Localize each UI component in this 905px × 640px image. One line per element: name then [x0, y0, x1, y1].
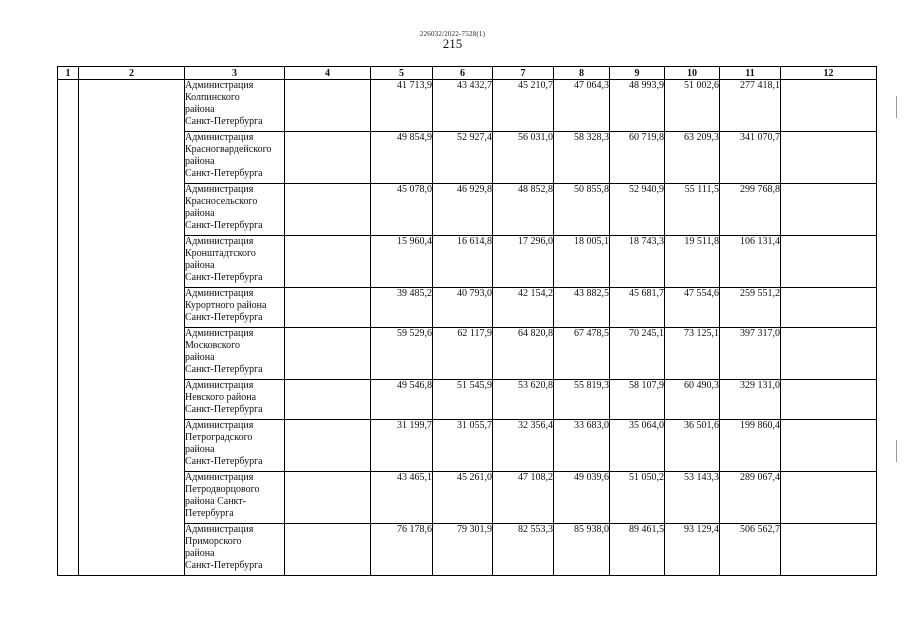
cell-col1 — [58, 380, 79, 420]
administration-name-line: Санкт-Петербурга — [185, 272, 263, 283]
cell-col1 — [58, 328, 79, 380]
value-cell-col9: 60 719,8 — [610, 132, 665, 184]
value-cell-col8: 50 855,8 — [554, 184, 610, 236]
cell-col4 — [285, 132, 371, 184]
administration-name-line: Колпинского — [185, 92, 240, 103]
administration-name-line: района — [185, 444, 215, 455]
value-cell-col5: 31 199,7 — [371, 420, 433, 472]
administration-name-line: Московского — [185, 340, 240, 351]
value-cell-col8: 33 683,0 — [554, 420, 610, 472]
column-header-11: 11 — [720, 67, 781, 80]
header-row — [58, 67, 877, 80]
administration-name-line: Санкт-Петербурга — [185, 560, 263, 571]
value-cell-col7: 53 620,8 — [493, 380, 554, 420]
column-header-7: 7 — [493, 67, 554, 80]
administration-name-line: Санкт-Петербурга — [185, 116, 263, 127]
value-cell-col7: 42 154,2 — [493, 288, 554, 328]
cell-col4 — [285, 288, 371, 328]
value-cell-col5: 39 485,2 — [371, 288, 433, 328]
cell-col4 — [285, 524, 371, 576]
value-cell-col7: 56 031,0 — [493, 132, 554, 184]
value-cell-col8: 85 938,0 — [554, 524, 610, 576]
table-row — [58, 380, 877, 420]
scan-edge-mark — [896, 440, 897, 462]
administration-name-cell — [185, 380, 285, 420]
administration-name-line: Приморского — [185, 536, 242, 547]
value-cell-col8: 67 478,5 — [554, 328, 610, 380]
column-header-12: 12 — [781, 67, 877, 80]
value-cell-col6: 45 261,0 — [433, 472, 493, 524]
cell-col4 — [285, 184, 371, 236]
administration-name-line: Петербурга — [185, 508, 234, 519]
value-cell-col9: 48 993,9 — [610, 80, 665, 132]
value-cell-col6: 52 927,4 — [433, 132, 493, 184]
value-cell-col10: 51 002,6 — [665, 80, 720, 132]
page-number: 215 — [442, 36, 463, 51]
value-cell-col11: 397 317,0 — [720, 328, 781, 380]
cell-col2 — [79, 524, 185, 576]
administration-name-line: района Санкт- — [185, 496, 246, 507]
cell-col12 — [781, 80, 877, 132]
cell-col1 — [58, 132, 79, 184]
budget-table — [57, 66, 877, 576]
cell-col12 — [781, 472, 877, 524]
cell-col12 — [781, 380, 877, 420]
value-cell-col11: 299 768,8 — [720, 184, 781, 236]
value-cell-col5: 41 713,9 — [371, 80, 433, 132]
value-cell-col11: 289 067,4 — [720, 472, 781, 524]
value-cell-col9: 70 245,1 — [610, 328, 665, 380]
table-row — [58, 420, 877, 472]
administration-name-line: Санкт-Петербурга — [185, 364, 263, 375]
scan-edge-mark — [896, 96, 897, 118]
administration-name-line: Администрация — [185, 524, 254, 535]
registration-stamp: 226032/2022-7528(1) — [419, 30, 486, 38]
cell-col4 — [285, 236, 371, 288]
cell-col2 — [79, 288, 185, 328]
column-header-1: 1 — [58, 67, 79, 80]
table-row — [58, 184, 877, 236]
administration-name-line: района — [185, 260, 215, 271]
administration-name-line: Администрация — [185, 328, 254, 339]
value-cell-col6: 16 614,8 — [433, 236, 493, 288]
column-header-9: 9 — [610, 67, 665, 80]
value-cell-col5: 49 854,9 — [371, 132, 433, 184]
administration-name-cell — [185, 420, 285, 472]
administration-name-line: Администрация — [185, 288, 254, 299]
value-cell-col5: 49 546,8 — [371, 380, 433, 420]
administration-name-line: Администрация — [185, 472, 254, 483]
administration-name-cell — [185, 472, 285, 524]
value-cell-col8: 43 882,5 — [554, 288, 610, 328]
cell-col1 — [58, 236, 79, 288]
cell-col1 — [58, 524, 79, 576]
value-cell-col5: 43 465,1 — [371, 472, 433, 524]
value-cell-col9: 51 050,2 — [610, 472, 665, 524]
value-cell-col5: 76 178,6 — [371, 524, 433, 576]
value-cell-col7: 45 210,7 — [493, 80, 554, 132]
value-cell-col6: 40 793,0 — [433, 288, 493, 328]
administration-name-line: Администрация — [185, 132, 254, 143]
cell-col4 — [285, 380, 371, 420]
administration-name-line: района — [185, 548, 215, 559]
administration-name-cell — [185, 524, 285, 576]
value-cell-col7: 32 356,4 — [493, 420, 554, 472]
value-cell-col6: 43 432,7 — [433, 80, 493, 132]
value-cell-col6: 79 301,9 — [433, 524, 493, 576]
table-body — [58, 80, 877, 576]
cell-col2 — [79, 184, 185, 236]
value-cell-col7: 64 820,8 — [493, 328, 554, 380]
column-header-8: 8 — [554, 67, 610, 80]
value-cell-col11: 506 562,7 — [720, 524, 781, 576]
administration-name-line: Петродворцового — [185, 484, 260, 495]
value-cell-col11: 259 551,2 — [720, 288, 781, 328]
value-cell-col9: 89 461,5 — [610, 524, 665, 576]
cell-col1 — [58, 184, 79, 236]
value-cell-col8: 58 328,3 — [554, 132, 610, 184]
cell-col4 — [285, 420, 371, 472]
administration-name-line: района — [185, 352, 215, 363]
table-row — [58, 80, 877, 132]
administration-name-cell — [185, 184, 285, 236]
administration-name-line: Красносельского — [185, 196, 258, 207]
table-row — [58, 288, 877, 328]
administration-name-cell — [185, 132, 285, 184]
value-cell-col8: 55 819,3 — [554, 380, 610, 420]
cell-col1 — [58, 80, 79, 132]
table-row — [58, 524, 877, 576]
administration-name-cell — [185, 80, 285, 132]
administration-name-line: района — [185, 208, 215, 219]
value-cell-col7: 17 296,0 — [493, 236, 554, 288]
cell-col12 — [781, 184, 877, 236]
cell-col12 — [781, 288, 877, 328]
cell-col12 — [781, 420, 877, 472]
value-cell-col11: 277 418,1 — [720, 80, 781, 132]
administration-name-line: Администрация — [185, 420, 254, 431]
column-header-2: 2 — [79, 67, 185, 80]
value-cell-col7: 47 108,2 — [493, 472, 554, 524]
cell-col4 — [285, 472, 371, 524]
value-cell-col11: 199 860,4 — [720, 420, 781, 472]
value-cell-col9: 58 107,9 — [610, 380, 665, 420]
administration-name-line: Администрация — [185, 236, 254, 247]
cell-col12 — [781, 236, 877, 288]
value-cell-col7: 48 852,8 — [493, 184, 554, 236]
value-cell-col7: 82 553,3 — [493, 524, 554, 576]
value-cell-col6: 46 929,8 — [433, 184, 493, 236]
value-cell-col8: 49 039,6 — [554, 472, 610, 524]
cell-col1 — [58, 420, 79, 472]
value-cell-col5: 59 529,6 — [371, 328, 433, 380]
administration-name-line: Санкт-Петербурга — [185, 456, 263, 467]
administration-name-line: Санкт-Петербурга — [185, 404, 263, 415]
column-header-3: 3 — [185, 67, 285, 80]
value-cell-col6: 51 545,9 — [433, 380, 493, 420]
value-cell-col10: 55 111,5 — [665, 184, 720, 236]
administration-name-line: Санкт-Петербурга — [185, 312, 263, 323]
value-cell-col9: 35 064,0 — [610, 420, 665, 472]
column-header-10: 10 — [665, 67, 720, 80]
value-cell-col6: 62 117,9 — [433, 328, 493, 380]
administration-name-line: Невского района — [185, 392, 257, 403]
value-cell-col5: 45 078,0 — [371, 184, 433, 236]
value-cell-col10: 53 143,3 — [665, 472, 720, 524]
administration-name-line: района — [185, 156, 215, 167]
value-cell-col6: 31 055,7 — [433, 420, 493, 472]
cell-col2 — [79, 472, 185, 524]
value-cell-col11: 106 131,4 — [720, 236, 781, 288]
cell-col2 — [79, 236, 185, 288]
administration-name-line: Санкт-Петербурга — [185, 168, 263, 179]
cell-col1 — [58, 472, 79, 524]
administration-name-line: Курортного района — [185, 300, 267, 311]
value-cell-col9: 45 681,7 — [610, 288, 665, 328]
administration-name-line: Администрация — [185, 184, 254, 195]
cell-col2 — [79, 328, 185, 380]
column-header-5: 5 — [371, 67, 433, 80]
administration-name-line: района — [185, 104, 215, 115]
administration-name-line: Санкт-Петербурга — [185, 220, 263, 231]
cell-col12 — [781, 132, 877, 184]
value-cell-col10: 36 501,6 — [665, 420, 720, 472]
value-cell-col8: 47 064,3 — [554, 80, 610, 132]
cell-col1 — [58, 288, 79, 328]
value-cell-col10: 93 129,4 — [665, 524, 720, 576]
administration-name-line: Кронштадтского — [185, 248, 256, 259]
administration-name-line: Петроградского — [185, 432, 253, 443]
value-cell-col11: 341 070,7 — [720, 132, 781, 184]
cell-col2 — [79, 132, 185, 184]
table-row — [58, 328, 877, 380]
administration-name-line: Администрация — [185, 80, 254, 91]
table-row — [58, 472, 877, 524]
value-cell-col9: 18 743,3 — [610, 236, 665, 288]
value-cell-col8: 18 005,1 — [554, 236, 610, 288]
value-cell-col10: 47 554,6 — [665, 288, 720, 328]
cell-col2 — [79, 380, 185, 420]
cell-col4 — [285, 80, 371, 132]
cell-col12 — [781, 524, 877, 576]
table-row — [58, 132, 877, 184]
administration-name-cell — [185, 328, 285, 380]
administration-name-cell — [185, 288, 285, 328]
value-cell-col10: 73 125,1 — [665, 328, 720, 380]
table-row — [58, 236, 877, 288]
administration-name-cell — [185, 236, 285, 288]
column-header-4: 4 — [285, 67, 371, 80]
cell-col2 — [79, 420, 185, 472]
value-cell-col9: 52 940,9 — [610, 184, 665, 236]
administration-name-line: Администрация — [185, 380, 254, 391]
value-cell-col10: 60 490,3 — [665, 380, 720, 420]
value-cell-col10: 19 511,8 — [665, 236, 720, 288]
value-cell-col11: 329 131,0 — [720, 380, 781, 420]
column-header-6: 6 — [433, 67, 493, 80]
value-cell-col5: 15 960,4 — [371, 236, 433, 288]
value-cell-col10: 63 209,3 — [665, 132, 720, 184]
cell-col2 — [79, 80, 185, 132]
administration-name-line: Красногвардейского — [185, 144, 272, 155]
cell-col12 — [781, 328, 877, 380]
cell-col4 — [285, 328, 371, 380]
